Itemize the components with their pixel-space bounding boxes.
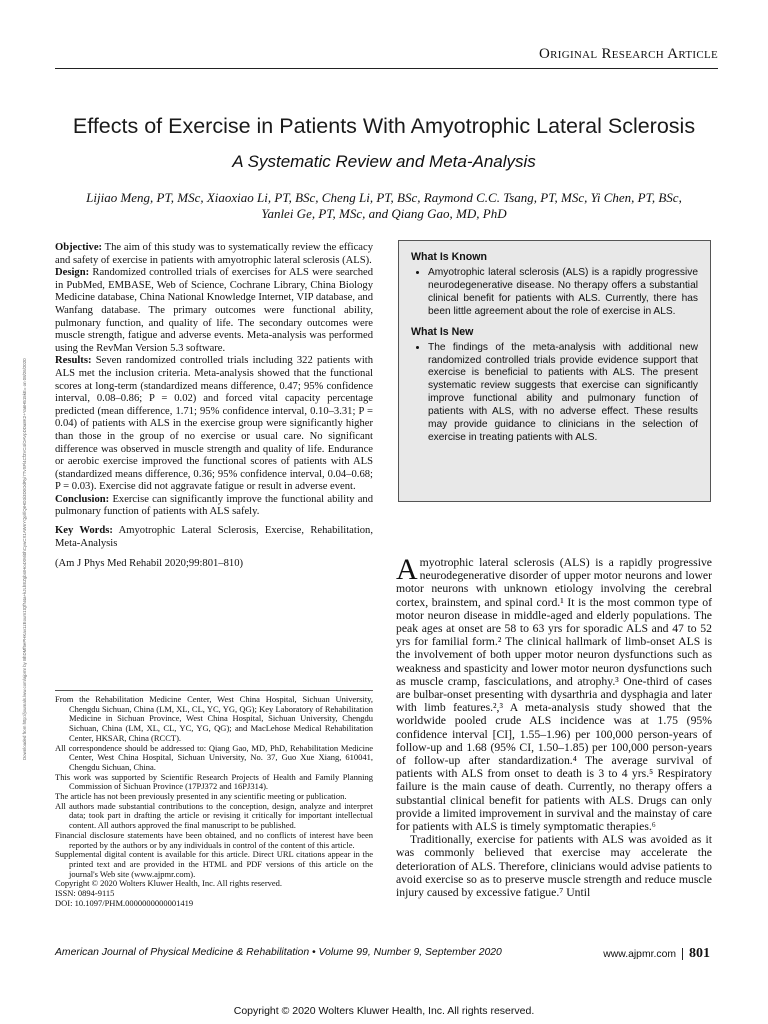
what-is-known-box bbox=[398, 240, 711, 502]
author-line-1: Lijiao Meng, PT, MSc, Xiaoxiao Li, PT, BSc, Cheng Li, PT, BSc, Raymond C.C. Tsang, PT, MSc, Yi Chen, PT, BSc, bbox=[86, 190, 682, 205]
footnote-meta: DOI: 10.1097/PHM.0000000000001419 bbox=[55, 897, 194, 908]
footnote: This work was supported by Scientific Research Projects of Health and Family Planning Commission of Sichuan Province (17PJ372 and 16PJ314). bbox=[55, 771, 373, 792]
article-title: Effects of Exercise in Patients With Amyotrophic Lateral Sclerosis bbox=[72, 114, 696, 138]
footnote-meta: ISSN: 0894-9115 bbox=[55, 888, 115, 899]
footnotes bbox=[55, 695, 373, 908]
abstract-keywords bbox=[55, 525, 373, 550]
known-item: • Amyotrophic lateral sclerosis (ALS) is a rapidly progressive neurodegenerative disease. No therapy offers a substantial clinical benefit for patients with ALS. Currently, there has been little agreement about the role of exercise in ALS. bbox=[428, 267, 698, 319]
results-text: Seven randomized controlled trials including 322 patients with ALS met the inclusion criteria. Meta-analysis showed that the functional scores at long-term (standardized means difference, 0.47; 95% confidence interval, 0.08–0.86; P = 0.02) and forced vital capacity percentage predicted (mean difference, 1.71; 95% confidence interval, 0.10–3.31; P = 0.04) of patients with ALS in the exercise group were significantly higher than those in the group of no exercise or usual care. No significant difference was observed in muscle strength and quality of life. Endurance or aerobic exercise improved the functional scores of patients with ALS (standardized means difference, 0.36; 95% confidence interval, 0.04–0.68; P = 0.03). Exercise did not aggravate fatigue or result in adverse event. bbox=[55, 355, 373, 493]
footer-bullet: • bbox=[312, 947, 316, 958]
abstract-conclusion bbox=[55, 494, 373, 519]
paragraph-1-text: myotrophic lateral sclerosis (ALS) is a rapidly progressive neurodegenerative disorder of upper motor neurons and lower motor neurons with unknown etiology involving the cerebral cortex, brainstem, and spinal cord.¹ It is the most common type of motor neuron disease in middle-aged and elderly populations. The peak ages at onset are 58 to 63 yrs for sporadic ALS and 47 to 52 yrs for familial form.² The clinical hallmark of limb-onset ALS is the involvement of both upper motor neuron dysfunctions such as weakness and spasticity and lower motor neuron dysfunctions such as muscle cramp, fasciculations, and atrophy.³ One-third of cases are bulbar-onset presenting with dysarthria and dysphagia and later with limb features.²,³ A meta-analysis study showed that the worldwide pooled crude ALS incidence was at 1.75 (95% confidence interval [CI], 1.55–1.96) per 100,000 person-years of follow-up and 1.68 (95% CI, 1.50–1.85) per 100,000 person-years of follow-up after standardization.⁴ The average survival of patients with ALS from onset to death is 3 to 4 yrs.⁵ Respiratory failure is the main cause of death. Currently, no therapy offers a substantial clinical benefit for patients with ALS. Drugs can only provide a limited improvement in survival and the mainstay of care for patients with ALS is timely symptomatic therapies.⁶ bbox=[396, 556, 712, 834]
body-paragraph-1 bbox=[396, 553, 712, 834]
article-type: Original Research Article bbox=[538, 46, 718, 62]
body-text bbox=[396, 553, 712, 900]
author-line-2: Yanlei Ge, PT, MSc, and Qiang Gao, MD, PhD bbox=[261, 206, 507, 221]
abstract bbox=[55, 242, 373, 571]
objective-text: The aim of this study was to systematically review the efficacy and safety of exercise in patients with amyotrophic lateral sclerosis (ALS). bbox=[55, 242, 373, 266]
body-paragraph-2: Traditionally, exercise for patients with ALS was avoided as it was commonly believed that exercise may accelerate the deterioration of ALS. Therefore, clinicians would advise patients to avoid exercise so as to preserve muscle strength and reduce muscle injury caused by excessive fatigue.⁷ Until bbox=[396, 833, 712, 900]
conclusion-label: Conclusion: bbox=[55, 493, 110, 505]
keywords-label: Key Words: bbox=[55, 525, 113, 537]
download-watermark: Downloaded from http://journals.lww.com/ajpmr by BhDMf5ePHKav1zEoum1tQfN4a+kJLhEZgbsIHo4XMi0hCywCX1AWnYQp/IlQrHD3i3D0OdRyi7TvSFl4Cf3VC4/OAVpDDa8K2+Ya6H515kE= on 08/26/2020 bbox=[22, 358, 27, 760]
footnotes-rule bbox=[55, 690, 373, 691]
results-label: Results: bbox=[55, 355, 92, 367]
new-title: What Is New bbox=[411, 325, 474, 338]
known-title: What Is Known bbox=[411, 251, 487, 263]
conclusion-text: Exercise can significantly improve the functional ability and pulmonary function of patients with ALS safely. bbox=[55, 493, 373, 518]
abstract-results bbox=[55, 355, 373, 494]
footer-page bbox=[590, 946, 710, 962]
footnote: All authors made substantial contributions to the conception, design, analyze and interpret data; took part in drafting the article or revising it critically for important intellectual content. All authors approved the final manuscript to be published. bbox=[55, 800, 373, 831]
footnote: The article has not been previously presented in any scientific meeting or publication. bbox=[55, 791, 347, 802]
keywords-text: Amyotrophic Lateral Sclerosis, Exercise, Rehabilitation, Meta-Analysis bbox=[55, 525, 373, 549]
footnote-meta: Copyright © 2020 Wolters Kluwer Health, Inc. All rights reserved. bbox=[55, 878, 283, 889]
footnote: From the Rehabilitation Medicine Center, West China Hospital, Sichuan University, Chengdu Sichuan, China (LM, XL, CL, YC, YG, QG); Key Laboratory of Rehabilitation Medicine in Sichuan Province, West China Hospital, Sichuan University, Chengdu Sichuan, China (LM, XL, CL, YC, YG, QG); and MacLehose Medical Rehabilitation Center, HKSAR, China (RCCT). bbox=[55, 694, 373, 743]
citation: (Am J Phys Med Rehabil 2020;99:801–810) bbox=[55, 558, 244, 570]
new-item: • The findings of the meta-analysis with additional new randomized controlled trials provide evidence support that exercise is beneficial to patients with ALS. The present systematic review suggests that exercise can significantly improve functional ability and pulmonary function of patients with ALS, with no adverse effect. These results may provide guidance to clinicians in the selection of exercise in treating patients with ALS. bbox=[428, 342, 698, 445]
new-list bbox=[411, 342, 698, 445]
design-text: Randomized controlled trials of exercises for ALS were searched in PubMed, EMBASE, Web of Science, Cochrane Library, China Biology Medicine database, China National Knowledge Internet, VIP database, and Wanfang database. The primary outcomes were functional ability, pulmonary function, and quality of life. The secondary outcomes were muscle strength, fatigue and adverse events. Meta-analysis was performed using the RevMan Version 5.3 software. bbox=[55, 267, 373, 354]
footer-journal bbox=[55, 947, 502, 958]
abstract-objective bbox=[55, 242, 373, 267]
footnote: Supplemental digital content is available for this article. Direct URL citations appear in the printed text and are provided in the HTML and PDF versions of this article on the journal's Web site (www.ajpmr.com). bbox=[55, 849, 373, 879]
abstract-design bbox=[55, 267, 373, 355]
journal-website: www.ajpmr.com bbox=[603, 949, 676, 960]
journal-name: American Journal of Physical Medicine & Rehabilitation bbox=[55, 947, 310, 958]
header-rule bbox=[55, 68, 718, 69]
drop-cap: A bbox=[396, 553, 418, 586]
known-list bbox=[411, 267, 698, 319]
objective-label: Objective: bbox=[55, 242, 103, 253]
author-list bbox=[45, 190, 723, 222]
design-label: Design: bbox=[55, 267, 90, 279]
page-number: 801 bbox=[689, 946, 710, 961]
footer-separator bbox=[682, 948, 683, 960]
bottom-copyright: Copyright © 2020 Wolters Kluwer Health, Inc. All rights reserved. bbox=[233, 1005, 535, 1017]
footnote: Financial disclosure statements have been obtained, and no conflicts of interest have been reported by the authors or by any individuals in control of the content of this article. bbox=[55, 829, 373, 850]
footnote: All correspondence should be addressed to: Qiang Gao, MD, PhD, Rehabilitation Medicine Center, West China Hospital, Sichuan University, No. 37, Guo Xue Xiang, 610041, Chengdu Sichuan, China. bbox=[55, 742, 373, 772]
volume-info: Volume 99, Number 9, September 2020 bbox=[318, 947, 502, 958]
article-subtitle: A Systematic Review and Meta-Analysis bbox=[232, 152, 536, 171]
